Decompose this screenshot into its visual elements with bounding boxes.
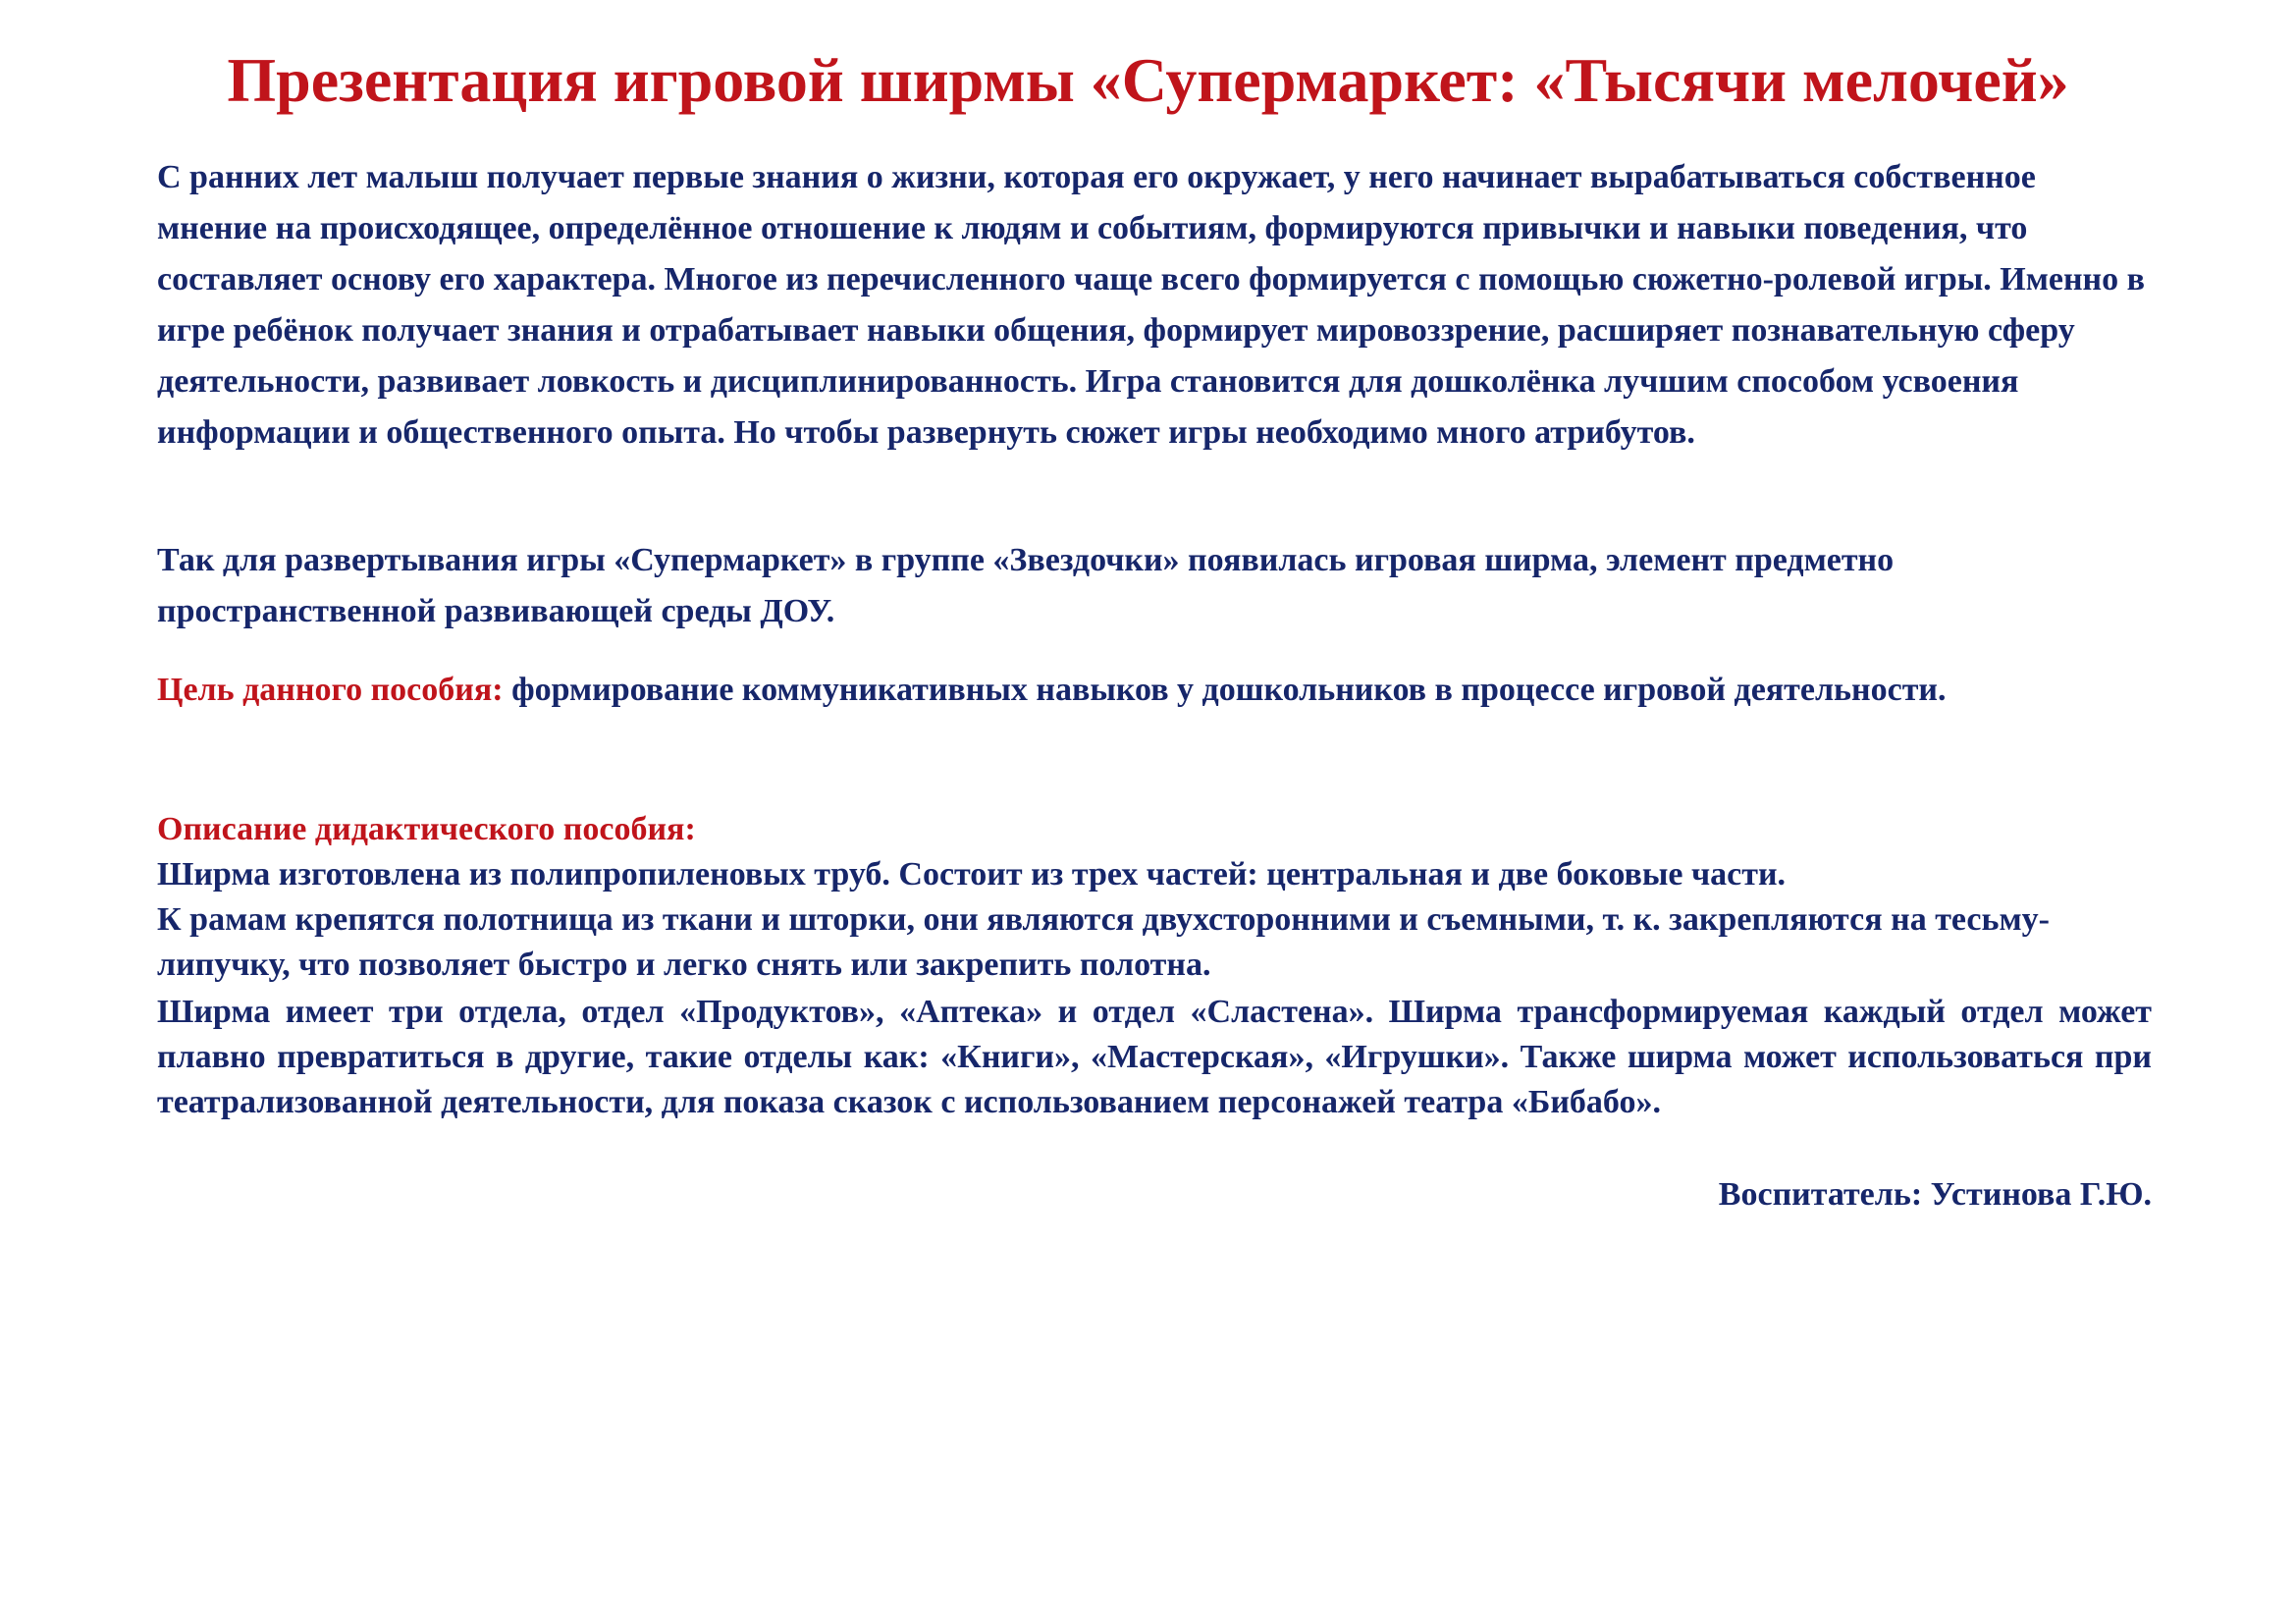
page-title: Презентация игровой ширмы «Супермаркет: «Тысячи мелочей» [227, 45, 2069, 115]
goal-paragraph [157, 668, 2152, 712]
signature: Воспитатель: Устинова Г.Ю. [1718, 1176, 2152, 1213]
description-line-2: К рамам крепятся полотнища из ткани и шторки, они являются двухсторонними и съемными, т. к. закрепляются на тесьму-липучку, что позволяет быстро и легко снять или закрепить полотна. [157, 901, 2050, 983]
screen-paragraph: Так для развертывания игры «Супермаркет» в группе «Звездочки» появилась игровая ширма, элемент предметно пространственной развивающей среды ДОУ. [157, 542, 1895, 629]
goal-label: Цель данного пособия: [157, 672, 504, 708]
intro-paragraph: С ранних лет малыш получает первые знания о жизни, которая его окружает, у него начинает вырабатываться собственное мнение на происходящее, определённое отношение к людям и событиям, формируются привычки и навыки поведения, что составляет основу его характера. Многое из перечисленного чаще всего формируется с помощью сюжетно-ролевой игры. Именно в игре ребёнок получает знания и отрабатывает навыки общения, формирует мировоззрение, расширяет познавательную сферу деятельности, развивает ловкость и дисциплинированность. Игра становится для дошколёнка лучшим способом усвоения информации и общественного опыта. Но чтобы развернуть сюжет игры необходимо много атрибутов. [157, 159, 2146, 451]
description-line-3: Ширма имеет три отдела, отдел «Продуктов», «Аптека» и отдел «Сластена». Ширма трансформируемая каждый отдел может плавно превратиться в другие, такие отделы как: «Книги», «Мастерская», «Игрушки». Также ширма может использоваться при театрализованной деятельности, для показа сказок с использованием персонажей театра «Бибабо». [157, 994, 2152, 1120]
description-heading: Описание дидактического пособия: [157, 811, 696, 847]
description-line-1: Ширма изготовлена из полипропиленовых труб. Состоит из трех частей: центральная и две боковые части. [157, 856, 1787, 893]
goal-text: формирование коммуникативных навыков у дошкольников в процессе игровой деятельности. [503, 672, 1947, 708]
